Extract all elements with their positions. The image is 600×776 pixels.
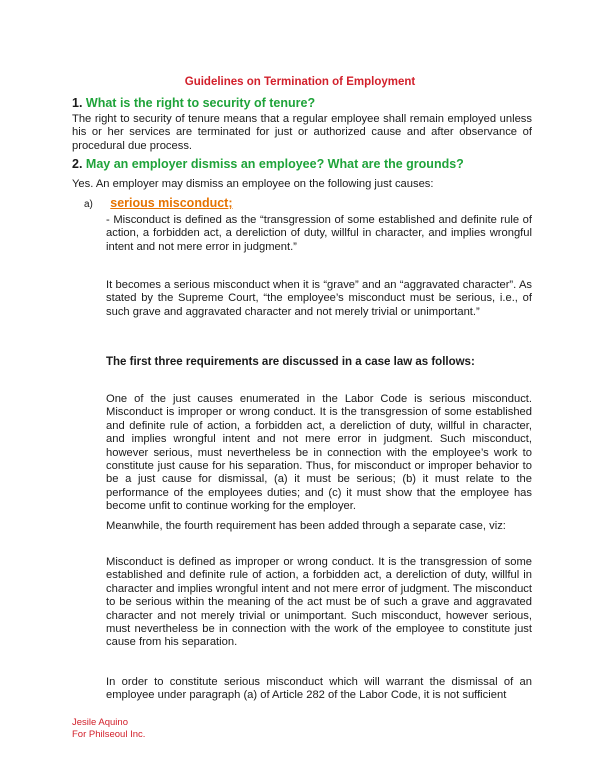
question-1-number: 1. (72, 96, 83, 110)
paragraph-article-282: In order to constitute serious misconduct which will warrant the dismissal of an employee under paragraph (a) of Article 282 of the Labor Code, it is not sufficient (106, 676, 532, 702)
list-item-a (84, 196, 233, 210)
paragraph-case-law-1: One of the just causes enumerated in the Labor Code is serious misconduct. Misconduct is improper or wrong conduct. It is the transgression of some established and definite rule of action, a forbidden act, a dereliction of duty, willful in character, and implies wrongful intent and not mere error in judgment. Such misconduct, however serious, must nevertheless be in connection with the employee’s work to constitute just cause for his separation. Thus, for misconduct or improper behavior to be a just cause for dismissal, (a) it must be serious; (b) it must relate to the performance of the employees duties; and (c) it must show that the employee has become unfit to continue working for the employer. (106, 393, 532, 513)
question-2 (72, 157, 464, 171)
paragraph-case-law-2: Misconduct is defined as improper or wrong conduct. It is the transgression of some established and definite rule of action, a forbidden act, a dereliction of duty, willful in character and implies wrongful intent and not mere error of judgment. The misconduct to be serious within the meaning of the act must be of such a grave and aggravated character and not merely trivial or unimportant. Such misconduct, however serious, must nevertheless be in connection with the work of the employee to constitute just cause from his separation. (106, 556, 532, 649)
question-2-text: May an employer dismiss an employee? What are the grounds? (85, 157, 464, 171)
list-term-serious-misconduct: serious misconduct; (110, 196, 233, 210)
question-1-text: What is the right to security of tenure? (85, 96, 316, 110)
paragraph-just-causes-intro: Yes. An employer may dismiss an employee on the following just causes: (72, 178, 434, 190)
section-heading-requirements: The first three requirements are discussed in a case law as follows: (106, 356, 475, 368)
footer-org: For Philseoul Inc. (72, 729, 146, 740)
footer-author: Jesile Aquino (72, 717, 128, 728)
list-marker: a) (84, 199, 93, 210)
paragraph-misconduct-definition: - Misconduct is defined as the “transgression of some established and definite rule of action, a forbidden act, a dereliction of duty, willful in character, and implies wrongful intent and not mere error in judgment.” (106, 214, 532, 253)
document-title: Guidelines on Termination of Employment (184, 76, 416, 88)
paragraph-serious-misconduct: It becomes a serious misconduct when it is “grave” and an “aggravated character”. As stated by the Supreme Court, “the employee’s misconduct must be serious, i.e., of such grave and aggravated character and not merely trivial or unimportant.” (106, 279, 532, 318)
paragraph-fourth-requirement: Meanwhile, the fourth requirement has been added through a separate case, viz: (106, 520, 506, 532)
question-2-number: 2. (72, 157, 83, 171)
paragraph-security-of-tenure: The right to security of tenure means that a regular employee shall remain employed unless his or her services are terminated for just or authorized cause and after observance of procedural due process. (72, 113, 532, 152)
question-1 (72, 96, 315, 110)
